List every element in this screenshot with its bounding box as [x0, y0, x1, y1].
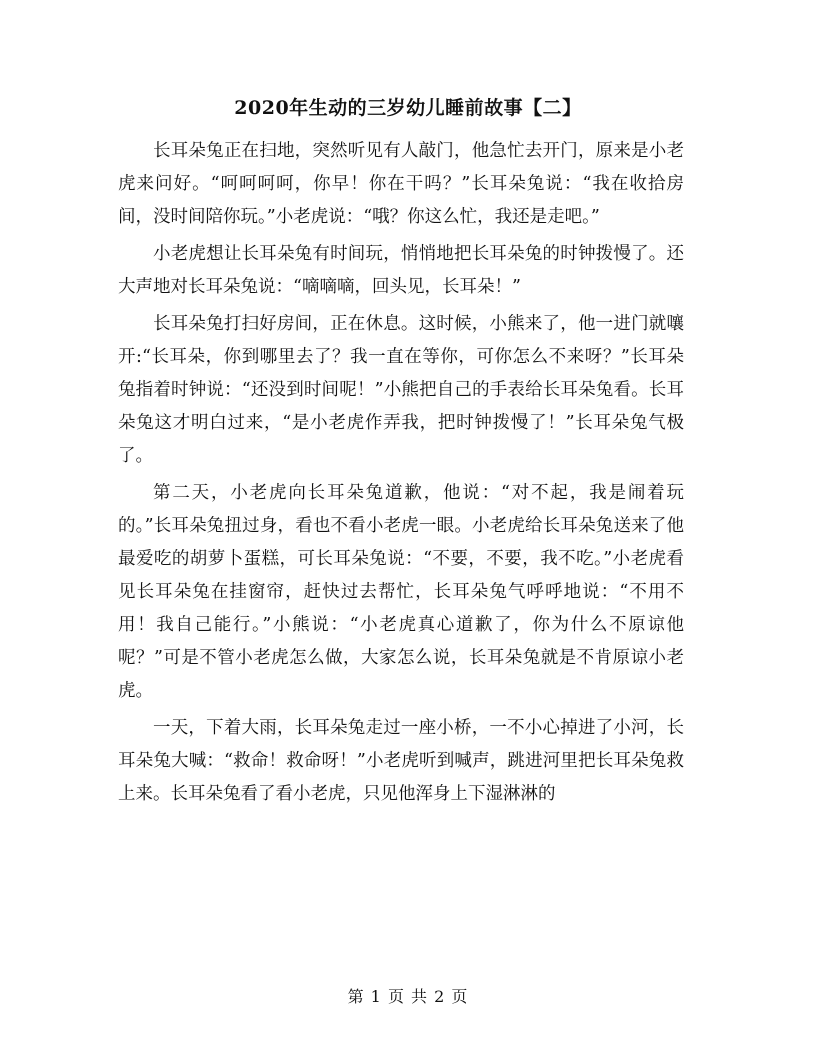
document-title: 2020年生动的三岁幼儿睡前故事【二】 — [234, 97, 582, 119]
document-body — [118, 135, 684, 815]
paragraph: 小老虎想让长耳朵兔有时间玩，悄悄地把长耳朵兔的时钟拨慢了。还大声地对长耳朵兔说：“嘀嘀嘀，回头见，长耳朵！” — [118, 244, 684, 297]
paragraph: 长耳朵兔正在扫地，突然听见有人敲门，他急忙去开门，原来是小老虎来问好。“呵呵呵呵，你早！你在干吗？”长耳朵兔说：“我在收拾房间，没时间陪你玩。”小老虎说：“哦？你这么忙，我还是走吧。” — [118, 141, 684, 227]
paragraph: 第二天，小老虎向长耳朵兔道歉，他说：“对不起，我是闹着玩的。”长耳朵兔扭过身，看也不看小老虎一眼。小老虎给长耳朵兔送来了他最爱吃的胡萝卜蛋糕，可长耳朵兔说：“不要，不要，我不吃。”小老虎看见长耳朵兔在挂窗帘，赶快过去帮忙，长耳朵兔气呼呼地说：“不用不用！我自己能行。”小熊说：“小老虎真心道歉了，你为什么不原谅他呢？”可是不管小老虎怎么做，大家怎么说，长耳朵兔就是不肯原谅小老虎。 — [118, 483, 684, 701]
page-footer: 第 1 页 共 2 页 — [347, 987, 469, 1006]
paragraph: 一天，下着大雨，长耳朵兔走过一座小桥，一不小心掉进了小河，长耳朵兔大喊：“救命！救命呀！”小老虎听到喊声，跳进河里把长耳朵兔救上来。长耳朵兔看了看小老虎，只见他浑身上下湿淋淋的 — [118, 718, 684, 804]
paragraph: 长耳朵兔打扫好房间，正在休息。这时候，小熊来了，他一进门就嚷开:“长耳朵，你到哪里去了？我一直在等你，可你怎么不来呀？”长耳朵兔指着时钟说：“还没到时间呢！”小熊把自己的手表给长耳朵兔看。长耳朵兔这才明白过来，“是小老虎作弄我，把时钟拨慢了！”长耳朵兔气极了。 — [118, 314, 684, 466]
